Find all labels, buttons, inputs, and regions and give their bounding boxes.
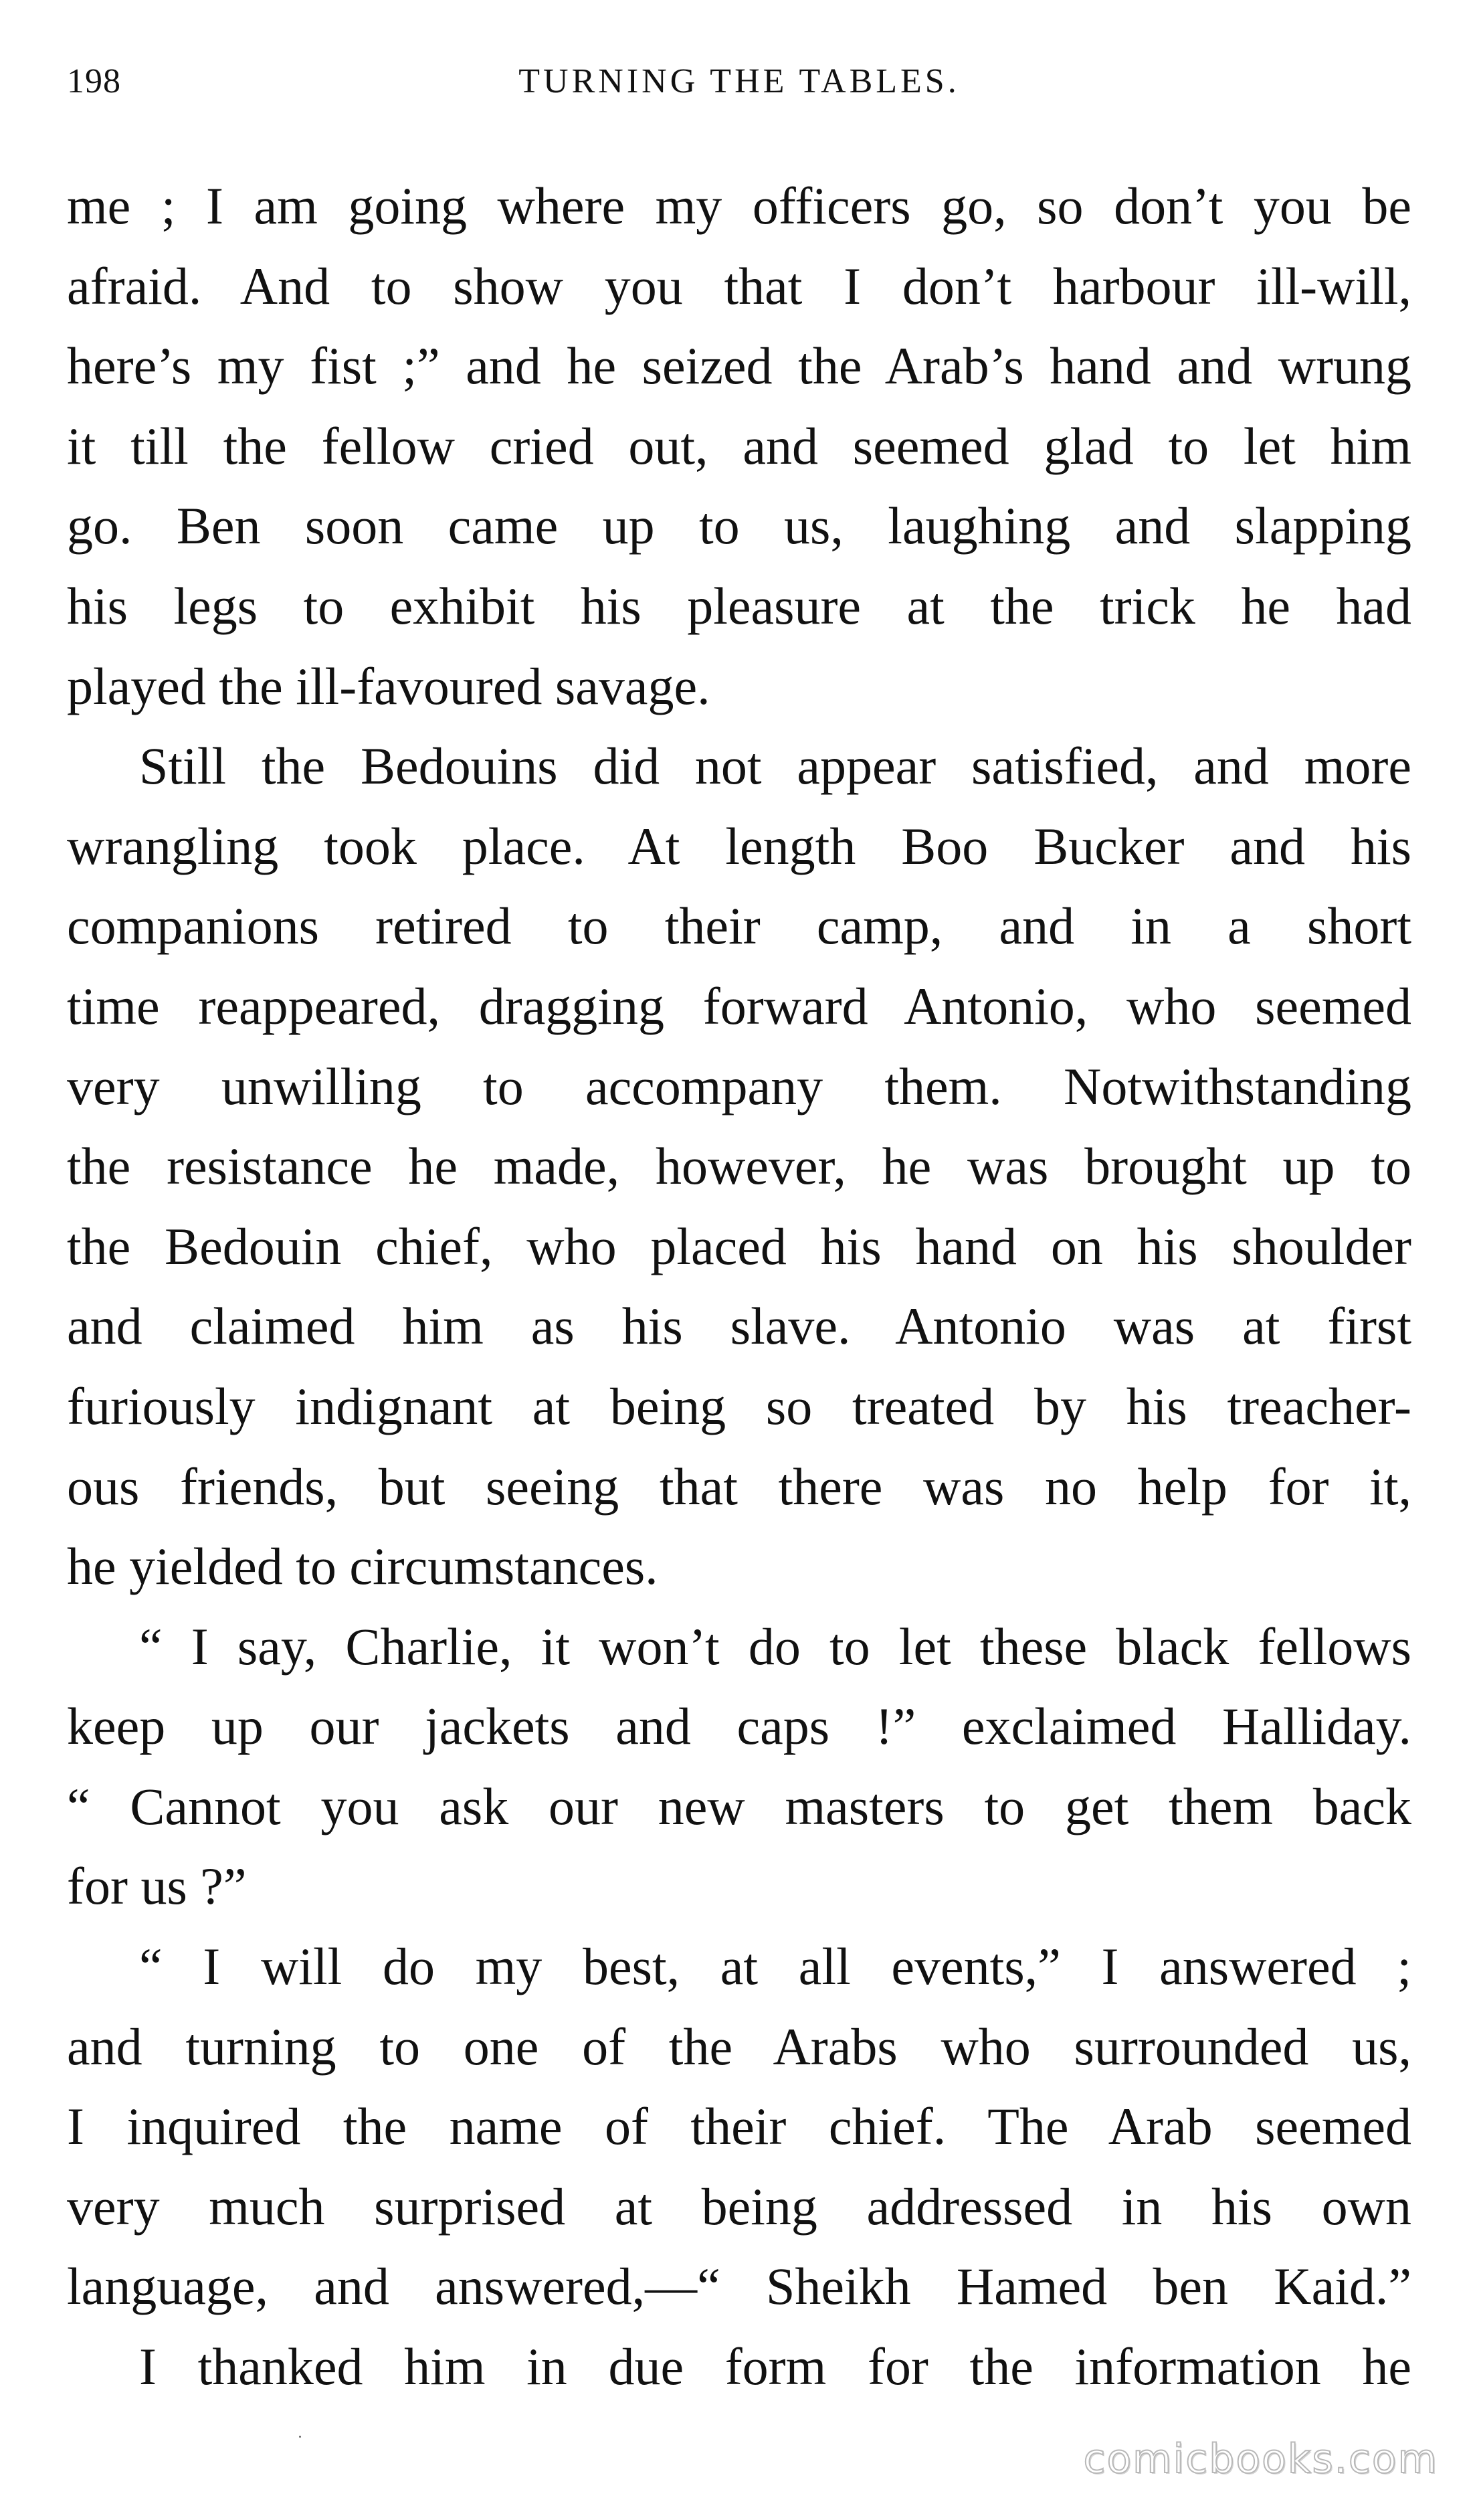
text-line: played the ill-favoured savage. — [67, 656, 710, 715]
text-line: time reappeared, dragging forward Antonio, who seemed — [67, 976, 1411, 1035]
text-line: I inquired the name of their chief. The Arab seemed — [67, 2097, 1411, 2156]
text-line: very unwilling to accompany them. Notwithstanding — [67, 1057, 1411, 1115]
text-line: ous friends, but seeing that there was no help for it, — [67, 1457, 1411, 1516]
text-line: I thanked him in due form for the information he — [139, 2337, 1411, 2396]
text-line: here’s my fist ;” and he seized the Arab’s hand and wrung — [67, 337, 1411, 395]
text-line: the resistance he made, however, he was brought up to — [67, 1137, 1411, 1196]
text-line: he yielded to circumstances. — [67, 1537, 658, 1596]
text-line: “ Cannot you ask our new masters to get them back — [67, 1777, 1411, 1835]
text-line: it till the fellow cried out, and seemed glad to let him — [67, 416, 1411, 475]
text-line: go. Ben soon came up to us, laughing and slapping — [67, 497, 1411, 555]
text-line: the Bedouin chief, who placed his hand on his shoulder — [67, 1217, 1411, 1275]
watermark: comicbooks.com — [1083, 2436, 1438, 2483]
page-number: 198 — [67, 62, 121, 100]
running-title: TURNING THE TABLES. — [518, 62, 960, 100]
text-line: and claimed him as his slave. Antonio was at first — [67, 1297, 1411, 1356]
ink-speck — [299, 2436, 301, 2438]
page-header — [67, 62, 1411, 108]
text-line: very much surprised at being addressed in his own — [67, 2177, 1411, 2236]
text-line: keep up our jackets and caps !” exclaimed Halliday. — [67, 1697, 1411, 1756]
text-line: for us ?” — [67, 1857, 247, 1916]
text-line: and turning to one of the Arabs who surrounded us, — [67, 2017, 1411, 2076]
text-line: me ; I am going where my officers go, so don’t you be — [67, 177, 1411, 235]
text-line: furiously indignant at being so treated by his treacher- — [67, 1376, 1411, 1435]
text-line: wrangling took place. At length Boo Bucker and his — [67, 816, 1411, 875]
text-line: “ I say, Charlie, it won’t do to let these black fellows — [139, 1617, 1411, 1676]
body-text — [67, 166, 1411, 2407]
text-line: his legs to exhibit his pleasure at the trick he had — [67, 576, 1411, 635]
text-line: companions retired to their camp, and in a short — [67, 897, 1411, 956]
text-line: afraid. And to show you that I don’t harbour ill-will, — [67, 256, 1411, 315]
text-line: “ I will do my best, at all events,” I answered ; — [139, 1937, 1411, 1996]
text-line: language, and answered,—“ Sheikh Hamed ben Kaid.” — [67, 2257, 1411, 2316]
text-line: Still the Bedouins did not appear satisfied, and more — [139, 737, 1411, 796]
